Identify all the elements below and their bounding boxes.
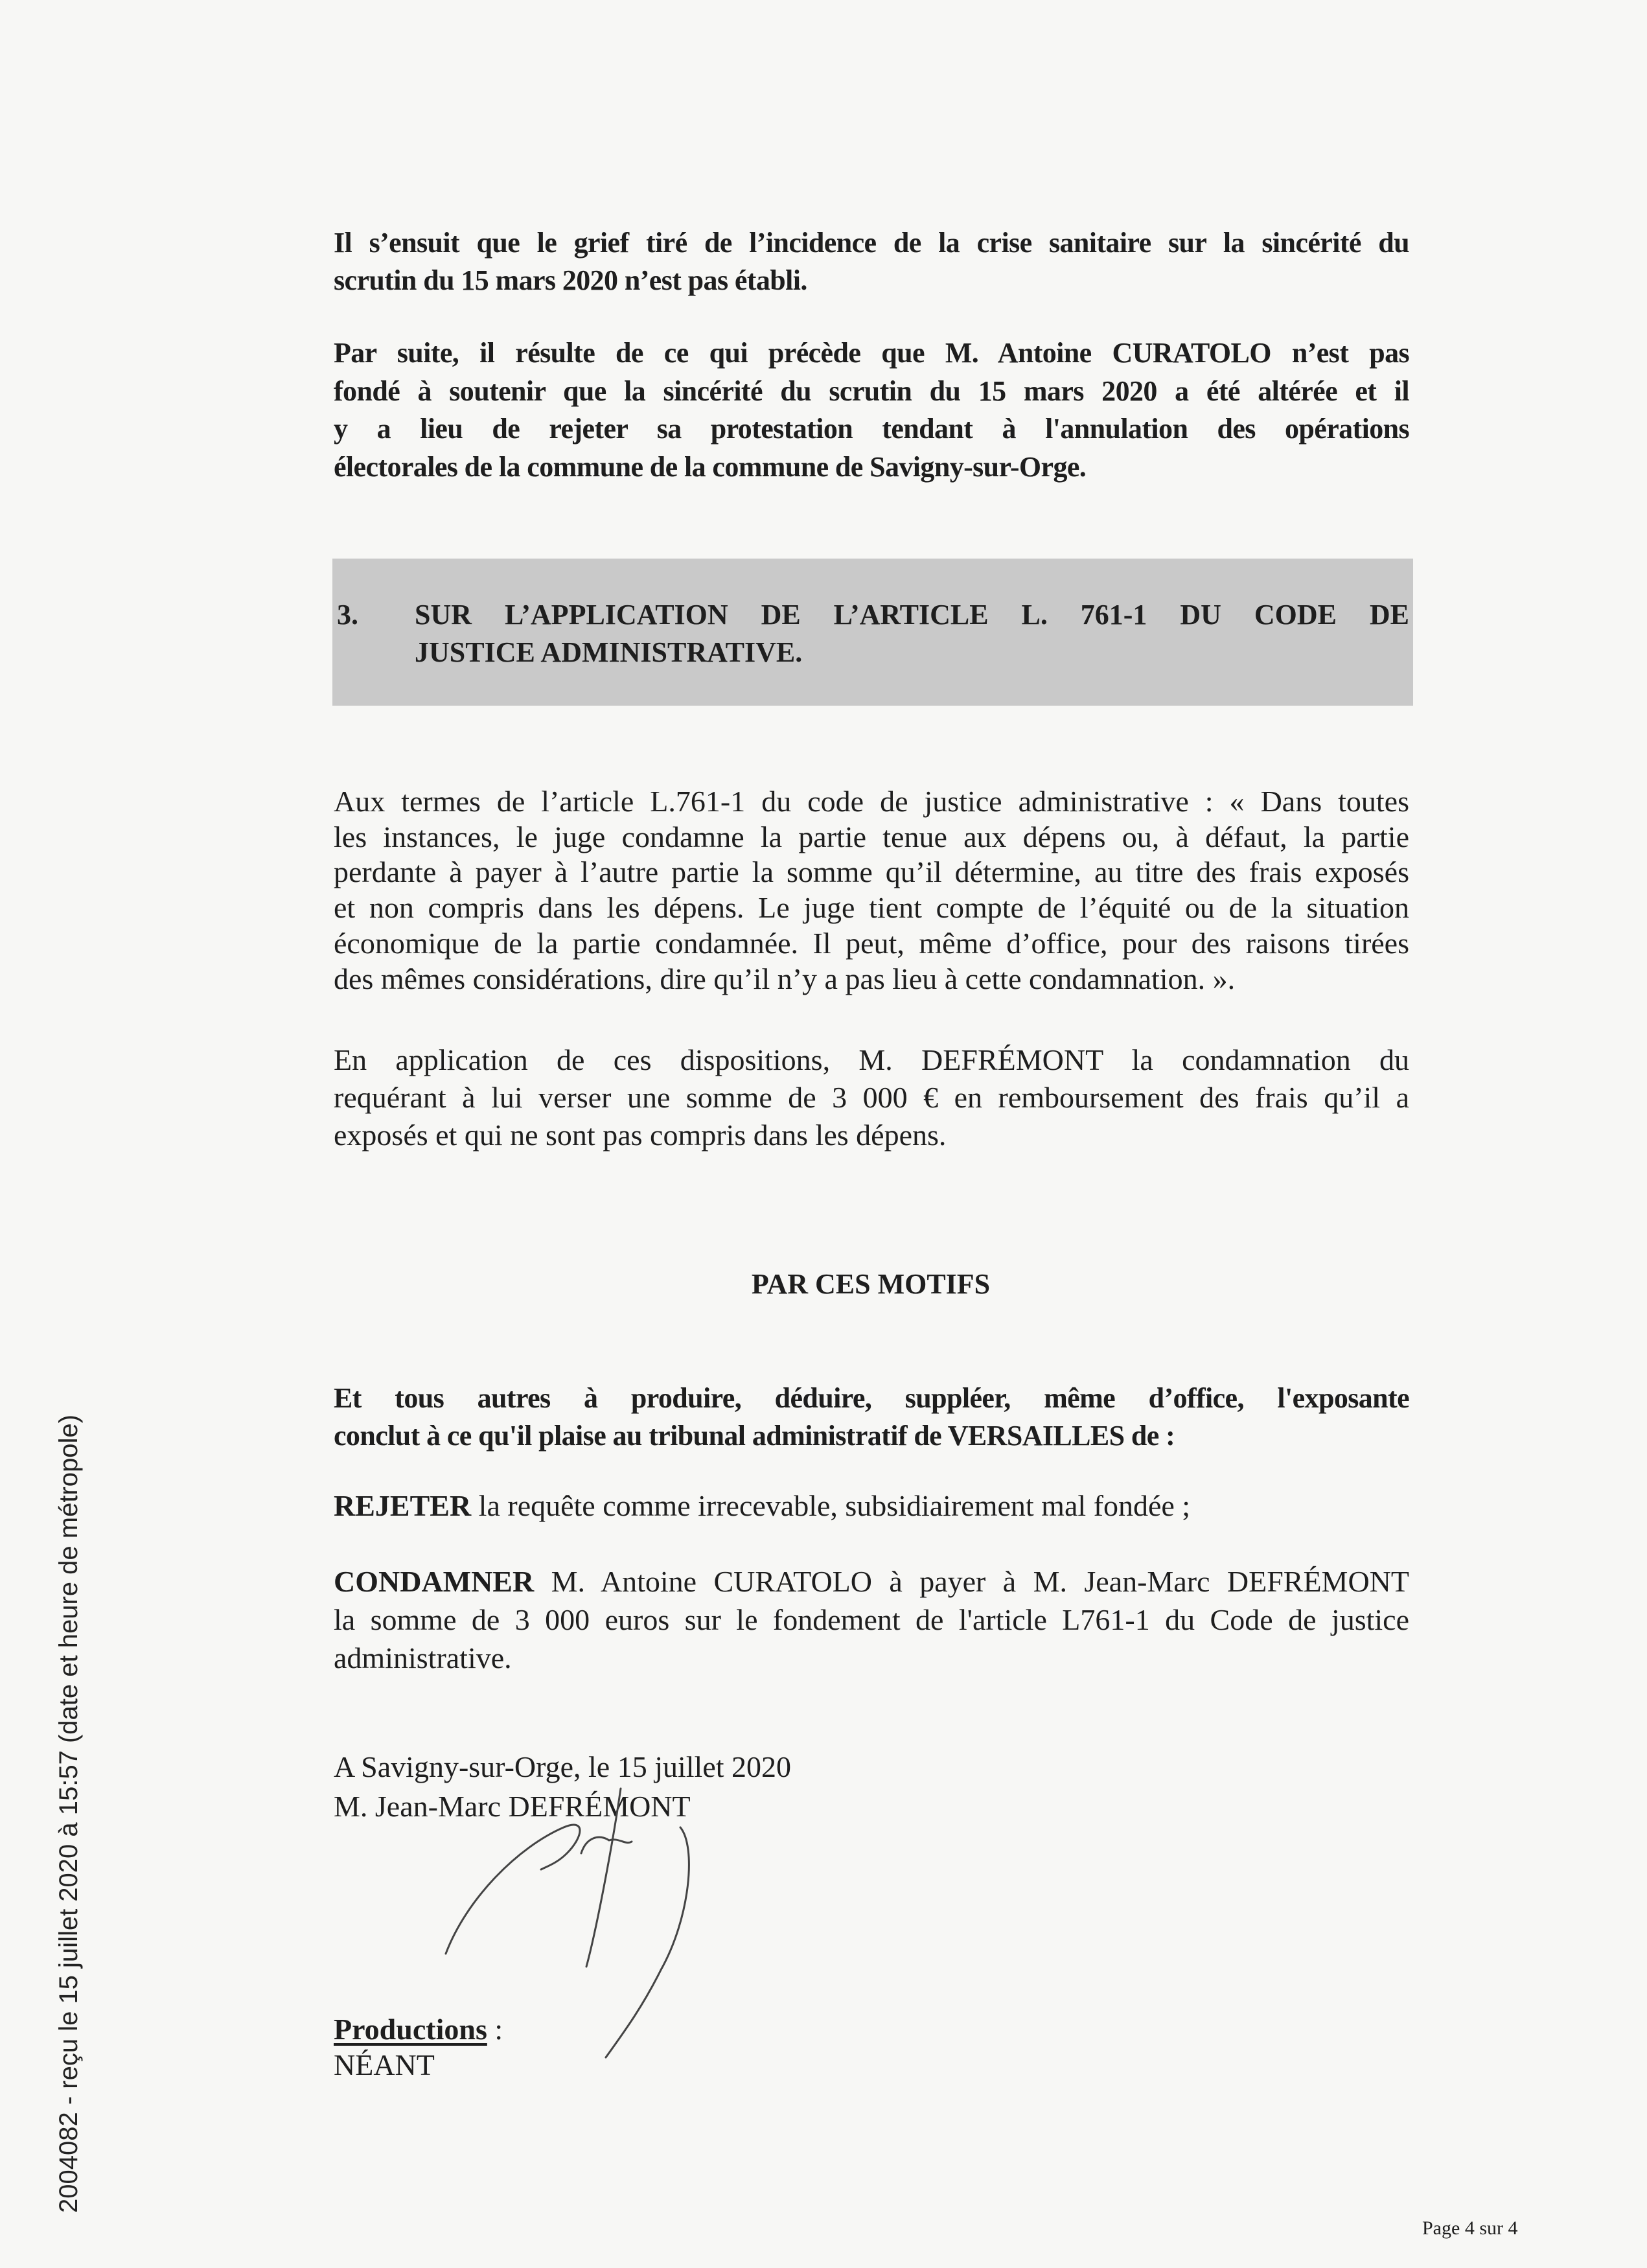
text-line: fondé à soutenir que la sincérité du scrutin du 15 mars 2020 a été altérée et il [334,375,1409,407]
heading-line: JUSTICE ADMINISTRATIVE. [415,636,803,668]
rejeter-keyword: REJETER [334,1489,472,1522]
text-line: les instances, le juge condamne la partie tenue aux dépens ou, à défaut, la partie [334,820,1409,853]
productions-value: NÉANT [334,2048,435,2081]
reception-stamp: 2004082 - reçu le 15 juillet 2020 à 15:57 (date et heure de métropole) [54,1415,83,2213]
productions-label: Productions [334,2013,487,2046]
heading-line: SUR L’APPLICATION DE L’ARTICLE L. 761-1 DU CODE DE [415,599,1409,631]
text-line: la somme de 3 000 euros sur le fondement de l'article L761-1 du Code de justice [334,1603,1409,1636]
text-line: En application de ces dispositions, M. DEFRÉMONT la condamnation du [334,1043,1409,1076]
text-line: des mêmes considérations, dire qu’il n’y a pas lieu à cette condamnation. ». [334,962,1236,995]
signatory-name: M. Jean-Marc DEFRÉMONT [334,1790,691,1823]
condamner-keyword: CONDAMNER [334,1565,535,1598]
text-line: électorales de la commune de la commune de Savigny-sur-Orge. [334,450,1087,483]
page-number: Page 4 sur 4 [1422,2217,1518,2239]
text-line: Il s’ensuit que le grief tiré de l’incidence de la crise sanitaire sur la sincérité du [334,227,1409,259]
text-line: Et tous autres à produire, déduire, suppléer, même d’office, l'exposante [334,1382,1409,1414]
text-line: administrative. [334,1641,512,1674]
text-line: exposés et qui ne sont pas compris dans les dépens. [334,1118,947,1151]
text-line: y a lieu de rejeter sa protestation tendant à l'annulation des opérations [334,413,1409,445]
condamner-text: M. Antoine CURATOLO à payer à M. Jean-Marc DEFRÉMONT [534,1565,1409,1598]
motifs-title: PAR CES MOTIFS [751,1268,991,1300]
text-line: économique de la partie condamnée. Il peut, même d’office, pour des raisons tirées [334,926,1409,960]
productions [334,2011,1409,2083]
text-line: conclut à ce qu'il plaise au tribunal administratif de VERSAILLES de : [334,1420,1175,1452]
text-line: scrutin du 15 mars 2020 n’est pas établi. [334,264,807,296]
text-line: perdante à payer à l’autre partie la somme qu’il détermine, au titre des frais exposés [334,855,1409,889]
text-line: requérant à lui verser une somme de 3 000 € en remboursement des frais qu’il a [334,1081,1409,1114]
productions-separator: : [487,2013,503,2046]
text-line: Par suite, il résulte de ce qui précède que M. Antoine CURATOLO n’est pas [334,337,1409,369]
section-number: 3. [337,599,358,631]
place-date: A Savigny-sur-Orge, le 15 juillet 2020 [334,1750,792,1783]
text-line: Aux termes de l’article L.761-1 du code de justice administrative : « Dans toutes [334,785,1409,818]
rejeter-text: la requête comme irrecevable, subsidiairement mal fondée ; [471,1489,1191,1522]
text-line: et non compris dans les dépens. Le juge tient compte de l’équité ou de la situation [334,891,1409,925]
